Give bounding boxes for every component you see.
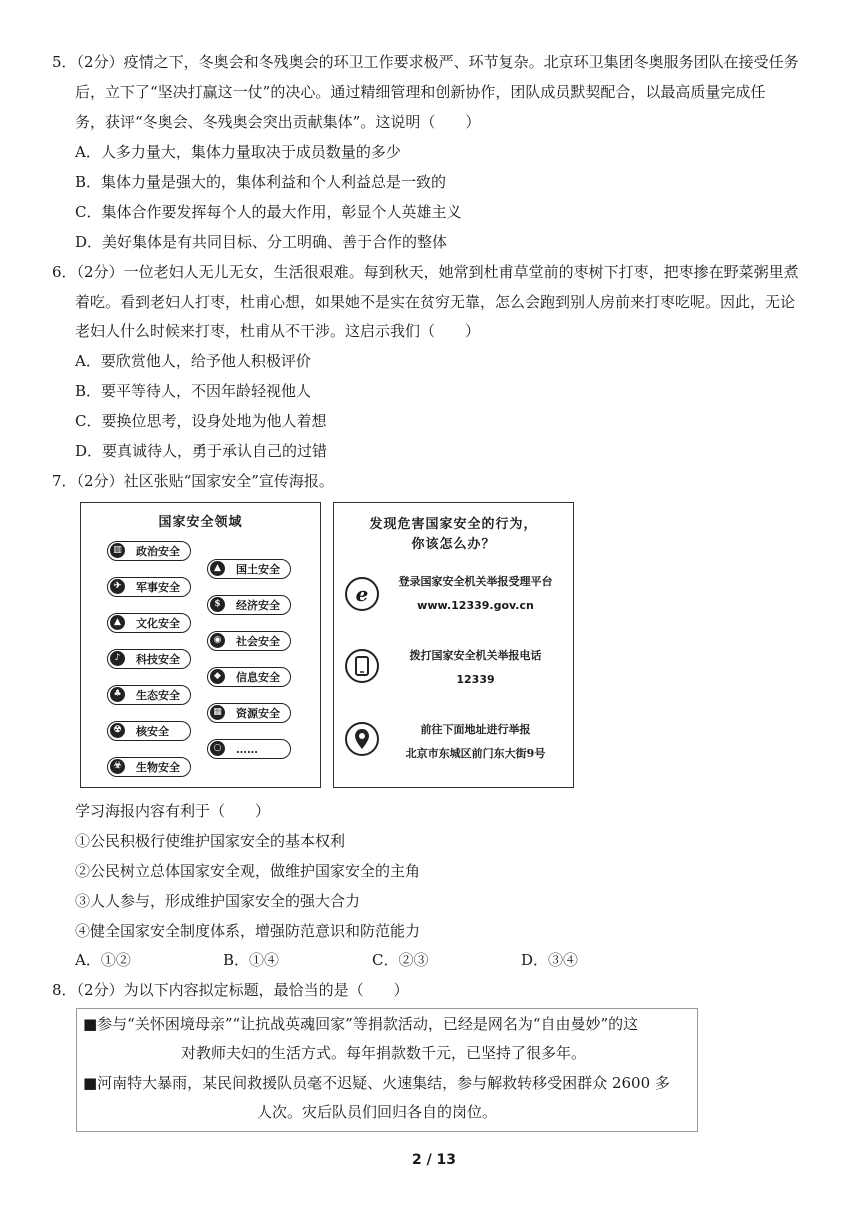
mortarboard-icon: ▲ [110,615,125,630]
domain-pill-left-label: 生物安全 [136,761,180,774]
domain-pill-left-label: 军事安全 [136,581,180,594]
q8-material-2-line-1: ■河南特大暴雨，某民间救援队员毫不迟疑、火速集结，参与解救转移受困群众 2600 多 [83,1074,670,1092]
report-platform-url: www.12339.gov.cn [417,599,534,612]
biohazard-icon: ☣ [110,759,125,774]
page-number: 2 / 13 [411,1152,457,1168]
dots-icon: ○ [210,741,225,756]
q6-option-b: B．要平等待人，不因年龄轻视他人 [75,382,312,400]
q7-choice-d: D．③④ [521,951,579,969]
domain-pill-left-7 [107,757,191,777]
domain-pill-left-4 [107,649,191,669]
q7-statement-1: ①公民积极行使维护国家安全的基本权利 [75,832,346,850]
q5-stem-line-2: 后，立下了“坚决打赢这一仗”的决心。通过精细管理和创新协作，团队成员默契配合，以最高质量完成任 [75,83,766,101]
domain-pill-right-label: 信息安全 [236,671,280,684]
q7-choice-a: A．①② [75,951,131,969]
domain-pill-left-2 [107,577,191,597]
domain-pill-right-label: 社会安全 [236,635,280,648]
report-address-label: 前往下面地址进行举报 [420,723,531,736]
radiation-icon: ☢ [110,723,125,738]
grid-icon: ▦ [210,705,225,720]
domain-pill-left-label: 文化安全 [136,617,180,630]
domain-pill-right-3 [207,631,291,651]
ie-browser-icon: e [345,577,379,611]
q8-stem: 8．（2分）为以下内容拟定标题，最恰当的是（ ） [52,981,409,999]
q5-option-a: A．人多力量大，集体力量取决于成员数量的多少 [75,143,401,161]
q6-option-a: A．要欣赏他人，给予他人积极评价 [75,352,311,370]
q6-option-d: D．要真诚待人，勇于承认自己的过错 [75,442,328,460]
poster-security-domains [80,502,321,788]
domain-pill-right-6 [207,739,291,759]
domain-pill-right-5 [207,703,291,723]
poster-right-title-1: 发现危害国家安全的行为， [369,517,538,532]
q8-material-1-line-1: ■参与“关怀困境母亲”“让抗战英魂回家”等捐款活动，已经是网名为“自由曼妙”的这 [83,1015,639,1033]
domain-pill-left-6 [107,721,191,741]
q6-stem-line-2: 着吃。看到老妇人打枣，杜甫心想，如果她不是实在贫穷无靠，怎么会跑到别人房前来打枣吃呢。因此，无论 [75,293,796,311]
domain-pill-right-label: 经济安全 [236,599,280,612]
q5-option-c: C．集体合作要发挥每个人的最大作用，彰显个人英雄主义 [75,203,462,221]
mountain-icon: ▲ [210,561,225,576]
domain-pill-right-2 [207,595,291,615]
location-pin-icon [345,722,379,756]
report-address: 北京市东城区前门东大街9号 [405,747,546,760]
domain-pill-left-label: 生态安全 [136,689,180,702]
q7-statement-2: ②公民树立总体国家安全观，做维护国家安全的主角 [75,862,421,880]
shield-icon: ◆ [210,669,225,684]
q7-stem: 7．（2分）社区张贴“国家安全”宣传海报。 [52,472,334,490]
domain-pill-left-label: 科技安全 [136,653,180,666]
report-phone-number: 12339 [456,673,495,686]
report-platform-label: 登录国家安全机关举报受理平台 [398,575,553,588]
q7-choice-b: B．①④ [223,951,280,969]
domain-pill-right-label: 国土安全 [236,563,280,576]
money-bag-icon: $ [210,597,225,612]
q5-option-b: B．集体力量是强大的，集体利益和个人利益总是一致的 [75,173,447,191]
domain-pill-right-label: 资源安全 [236,707,280,720]
q7-statement-4: ④健全国家安全制度体系，增强防范意识和防范能力 [75,922,421,940]
q8-material-1-line-2: 对教师夫妇的生活方式。每年捐款数千元，已坚持了很多年。 [181,1044,587,1062]
q5-stem-line-1: 5．（2分）疫情之下，冬奥会和冬残奥会的环卫工作要求极严、环节复杂。北京环卫集团冬奥服务团队在接受任务 [52,53,799,71]
phone-icon [345,649,379,683]
q7-question: 学习海报内容有利于（ ） [75,802,271,820]
q8-material-2-line-2: 人次。灾后队员们回归各自的岗位。 [257,1103,498,1121]
domain-pill-right-1 [207,559,291,579]
report-phone-label: 拨打国家安全机关举报电话 [409,649,542,662]
signal-icon: ◉ [210,633,225,648]
tech-icon: ♪ [110,651,125,666]
q8-material-box [76,1008,698,1132]
q6-stem-line-3: 老妇人什么时候来打枣，杜甫从不干涉。这启示我们（ ） [75,322,481,340]
q7-choice-c: C．②③ [372,951,429,969]
domain-pill-right-label: …… [236,743,258,756]
q6-stem-line-1: 6．（2分）一位老妇人无儿无女，生活很艰难。每到秋天，她常到杜甫草堂前的枣树下打枣，把枣掺在野菜粥里煮 [52,263,799,281]
poster-left-title: 国家安全领域 [158,515,243,530]
domain-pill-left-label: 核安全 [136,725,169,738]
domain-pill-left-3 [107,613,191,633]
domain-pill-left-1 [107,541,191,561]
q5-option-d: D．美好集体是有共同目标、分工明确、善于合作的整体 [75,233,448,251]
domain-pill-left-5 [107,685,191,705]
poster-report-guide [333,502,574,788]
domain-pill-left-label: 政治安全 [136,545,180,558]
poster-right-title-2: 你该怎么办？ [411,537,496,552]
q5-stem-line-3: 务，获评“冬奥会、冬残奥会突出贡献集体”。这说明（ ） [75,113,481,131]
tree-icon: ♣ [110,687,125,702]
domain-pill-right-4 [207,667,291,687]
q6-option-c: C．要换位思考，设身处地为他人着想 [75,412,327,430]
building-icon: ▥ [110,543,125,558]
jet-icon: ✈ [110,579,125,594]
q7-statement-3: ③人人参与，形成维护国家安全的强大合力 [75,892,361,910]
